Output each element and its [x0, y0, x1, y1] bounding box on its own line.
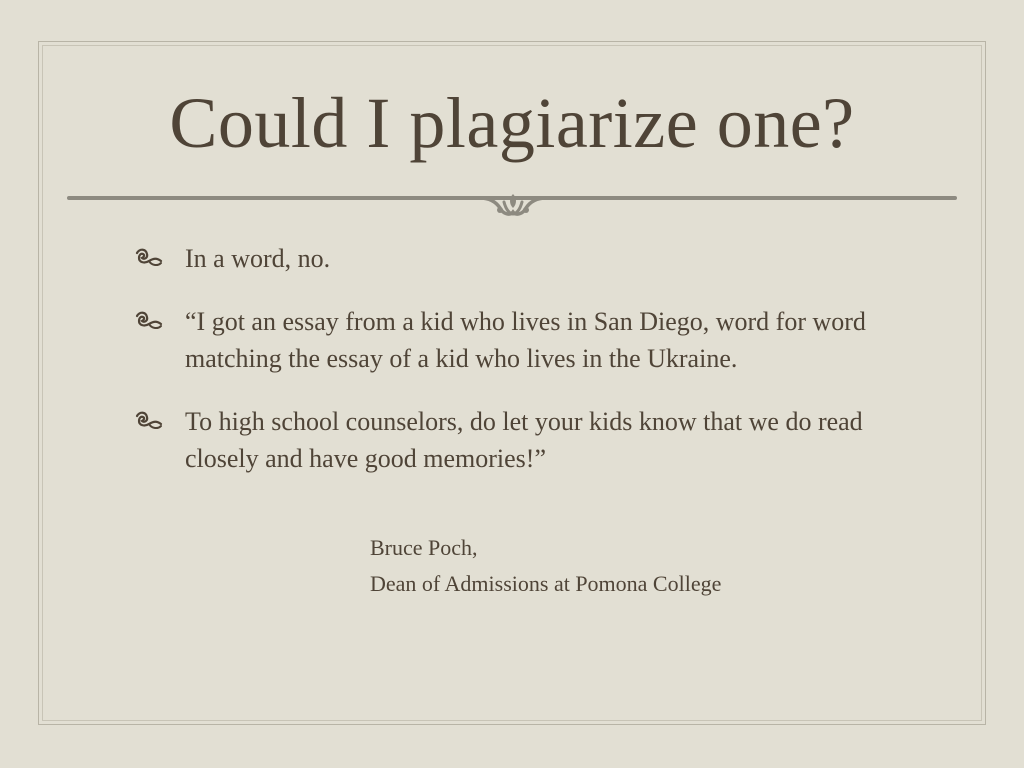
bullet-text: “I got an essay from a kid who lives in San Diego, word for word matching the essay of a kid who lives in the Ukraine.: [185, 307, 866, 373]
bullet-text: In a word, no.: [185, 244, 331, 273]
bullet-item: [130, 403, 890, 477]
slide-title: Could I plagiarize one?: [169, 83, 855, 163]
attribution-role: Dean of Admissions at Pomona College: [370, 571, 722, 596]
scroll-ornament-icon: [476, 188, 550, 224]
bullet-item: [130, 303, 890, 377]
quote-attribution: [370, 530, 721, 602]
bullet-item: [130, 240, 890, 277]
bullet-list: [130, 240, 890, 503]
fleuron-icon: [134, 246, 164, 270]
fleuron-icon: [134, 409, 164, 433]
bullet-text: To high school counselors, do let your kids know that we do read closely and have good memories!”: [185, 407, 863, 473]
fleuron-icon: [134, 309, 164, 333]
attribution-name: Bruce Poch,: [370, 535, 478, 560]
